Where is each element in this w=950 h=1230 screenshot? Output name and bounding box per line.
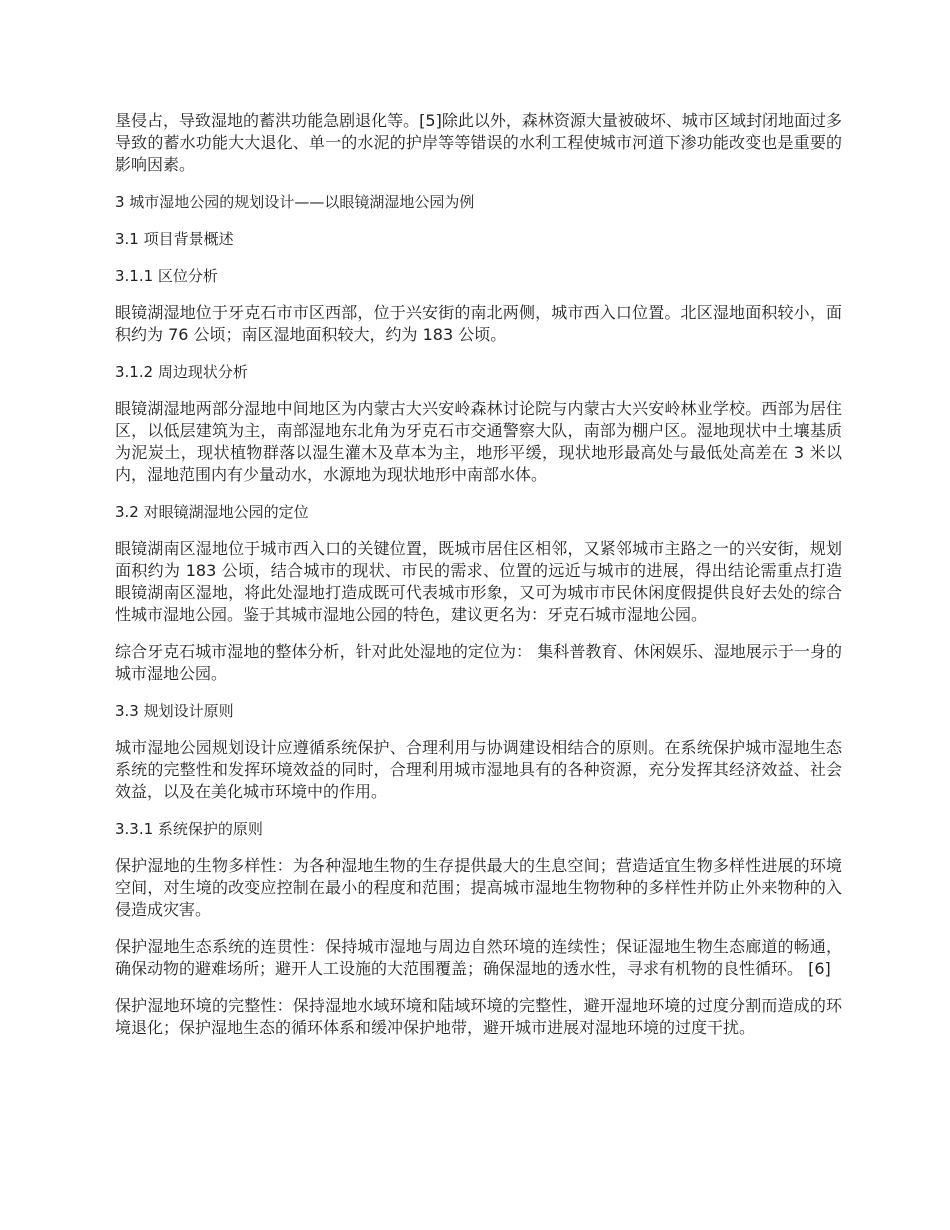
heading-section-3-3-1: 3.3.1 系统保护的原则 xyxy=(115,820,263,838)
heading-section-3: 3 城市湿地公园的规划设计——以眼镜湖湿地公园为例 xyxy=(115,193,475,211)
paragraph-intro: 垦侵占，导致湿地的蓄洪功能急剧退化等。[5]除此以外，森林资源大量被破坏、城市区域封闭地面过多导致的蓄水功能大大退化、单一的水泥的护岸等等错误的水利工程使城市河道下渗功能改变也是重要的影响因素。 xyxy=(115,111,842,174)
heading-section-3-1-1: 3.1.1 区位分析 xyxy=(115,267,218,285)
heading-section-3-1-2: 3.1.2 周边现状分析 xyxy=(115,363,248,381)
paragraph-positioning-a: 眼镜湖南区湿地位于城市西入口的关键位置，既城市居住区相邻，又紧邻城市主路之一的兴安街，规划面积约为 183 公顷，结合城市的现状、市民的需求、位置的远近与城市的进展，得出结论需重点打造眼镜湖南区湿地，将此处湿地打造成既可代表城市形象，又可为城市市民休闲度假提供良好去处的综合性城市湿地公园。鉴于其城市湿地公园的特色，建议更名为：牙克石城市湿地公园。 xyxy=(115,539,842,624)
heading-section-3-3: 3.3 规划设计原则 xyxy=(115,702,234,720)
paragraph-surroundings-analysis: 眼镜湖湿地两部分湿地中间地区为内蒙古大兴安岭森林讨论院与内蒙古大兴安岭林业学校。西部为居住区，以低层建筑为主，南部湿地东北角为牙克石市交通警察大队，南部为棚户区。湿地现状中土壤基质为泥炭土，现状植物群落以湿生灌木及草本为主，地形平缓，现状地形最高处与最低处高差在 3 米以内，湿地范围内有少量动水，水源地为现状地形中南部水体。 xyxy=(115,399,842,484)
paragraph-location-analysis: 眼镜湖湿地位于牙克石市市区西部，位于兴安街的南北两侧，城市西入口位置。北区湿地面积较小，面积约为 76 公顷；南区湿地面积较大，约为 183 公顷。 xyxy=(115,303,842,344)
document-page xyxy=(115,110,842,1054)
paragraph-design-principles: 城市湿地公园规划设计应遵循系统保护、合理利用与协调建设相结合的原则。在系统保护城市湿地生态系统的完整性和发挥环境效益的同时，合理利用城市湿地具有的各种资源，充分发挥其经济效益、社会效益，以及在美化城市环境中的作用。 xyxy=(115,738,842,801)
heading-section-3-1: 3.1 项目背景概述 xyxy=(115,230,234,248)
paragraph-ecosystem-continuity: 保护湿地生态系统的连贯性：保持城市湿地与周边自然环境的连续性；保证湿地生物生态廊道的畅通，确保动物的避难场所；避开人工设施的大范围覆盖；确保湿地的透水性，寻求有机物的良性循环。 [6] xyxy=(115,937,842,978)
paragraph-environment-integrity: 保护湿地环境的完整性：保持湿地水域环境和陆域环境的完整性，避开湿地环境的过度分割而造成的环境退化；保护湿地生态的循环体系和缓冲保护地带，避开城市进展对湿地环境的过度干扰。 xyxy=(115,996,842,1037)
heading-section-3-2: 3.2 对眼镜湖湿地公园的定位 xyxy=(115,503,309,521)
paragraph-biodiversity: 保护湿地的生物多样性：为各种湿地生物的生存提供最大的生息空间；营造适宜生物多样性进展的环境空间，对生境的改变应控制在最小的程度和范围；提高城市湿地生物物种的多样性并防止外来物种的入侵造成灾害。 xyxy=(115,856,842,919)
paragraph-positioning-b: 综合牙克石城市湿地的整体分析，针对此处湿地的定位为： 集科普教育、休闲娱乐、湿地展示于一身的城市湿地公园。 xyxy=(115,642,842,683)
